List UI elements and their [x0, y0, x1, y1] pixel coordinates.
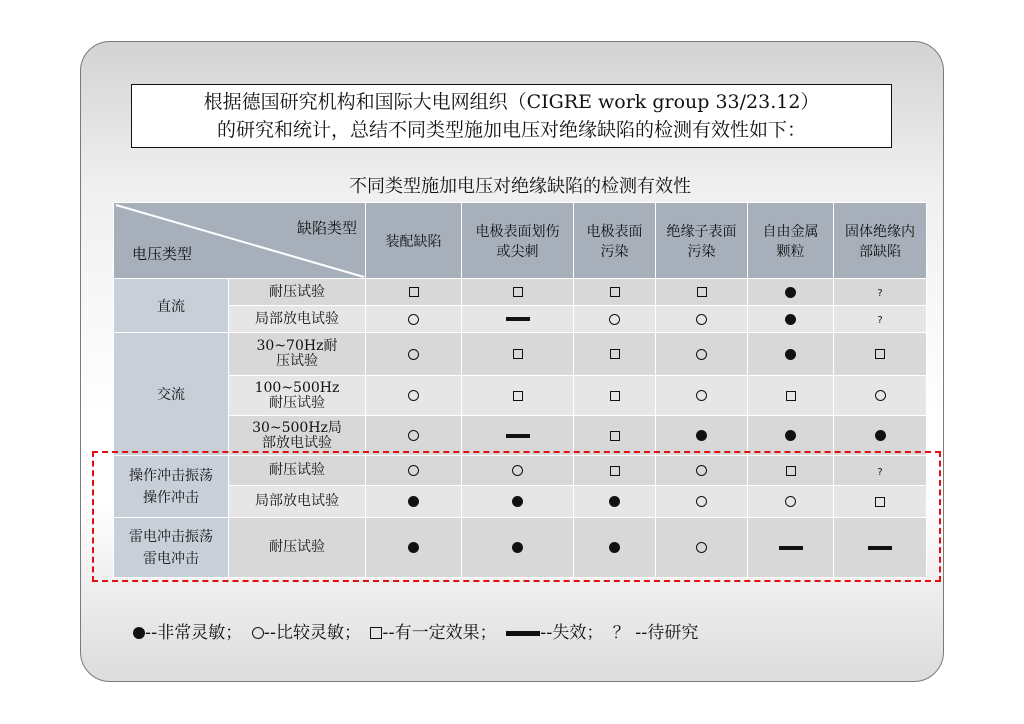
table-cell: [462, 333, 574, 376]
question-mark: ?: [877, 466, 883, 478]
table-cell: [574, 333, 656, 376]
table-cell: [834, 456, 927, 486]
table-cell: [574, 518, 656, 578]
legend-sensitive: --比较灵敏；: [263, 623, 361, 643]
table-cell: [748, 333, 834, 376]
table-cell: [366, 456, 462, 486]
test-label: 30~500Hz局部放电试验: [229, 416, 366, 456]
dash-icon: [506, 317, 530, 321]
square-icon: [697, 287, 707, 297]
table-cell: [366, 333, 462, 376]
dot-icon: [609, 496, 620, 507]
circle-icon: [609, 314, 620, 325]
legend-invalid: --失效；: [540, 623, 604, 643]
table-cell: [748, 279, 834, 306]
table-cell: [656, 456, 748, 486]
square-icon: [409, 287, 419, 297]
table-cell: [834, 376, 927, 416]
table-cell: [366, 376, 462, 416]
table-cell: [462, 518, 574, 578]
column-header: 固体绝缘内部缺陷: [834, 203, 927, 279]
dot-icon: [408, 542, 419, 553]
square-icon: [610, 431, 620, 441]
table-cell: [656, 306, 748, 333]
table-cell: [834, 306, 927, 333]
circle-icon: [696, 496, 707, 507]
circle-icon: [408, 390, 419, 401]
square-icon: [875, 497, 885, 507]
table-cell: [462, 456, 574, 486]
dot-icon: [609, 542, 620, 553]
dot-icon: [408, 496, 419, 507]
square-icon: [610, 349, 620, 359]
table-cell: [366, 518, 462, 578]
legend-to-study: ？ --待研究: [612, 623, 699, 643]
square-icon: [875, 349, 885, 359]
table-cell: [366, 416, 462, 456]
circle-icon: [696, 390, 707, 401]
question-mark: ?: [877, 288, 883, 299]
dot-icon: [785, 349, 796, 360]
test-label: 100~500Hz耐压试验: [229, 376, 366, 416]
dot-icon: [512, 496, 523, 507]
square-icon: [610, 287, 620, 297]
group-dc: 直流: [114, 279, 229, 333]
intro-line-1: 根据德国研究机构和国际大电网组织（CIGRE work group 33/23.12）: [203, 91, 820, 113]
table-cell: [748, 376, 834, 416]
intro-text-box: [131, 84, 892, 148]
effectiveness-table: [113, 202, 927, 578]
dot-icon: [512, 542, 523, 553]
circle-icon: [408, 465, 419, 476]
square-icon: [786, 391, 796, 401]
table-cell: [834, 518, 927, 578]
table-cell: [574, 306, 656, 333]
table-cell: [366, 279, 462, 306]
circle-icon: [696, 314, 707, 325]
table-cell: [748, 306, 834, 333]
table-cell: [834, 416, 927, 456]
square-icon: [513, 349, 523, 359]
table-cell: [656, 486, 748, 518]
table-cell: [656, 416, 748, 456]
dash-icon: [506, 434, 530, 438]
table-cell: [574, 279, 656, 306]
diagonal-line-icon: [114, 203, 366, 279]
table-cell: [748, 456, 834, 486]
test-label: 局部放电试验: [229, 306, 366, 333]
table-cell: [748, 486, 834, 518]
legend-some-effect: --有一定效果；: [382, 623, 497, 643]
dot-icon: [696, 430, 707, 441]
table-title: 不同类型施加电压对绝缘缺陷的检测有效性: [349, 176, 691, 197]
table-cell: [462, 416, 574, 456]
table-cell: [574, 376, 656, 416]
table-cell: [366, 306, 462, 333]
column-header: 电极表面划伤或尖刺: [462, 203, 574, 279]
dash-icon: [506, 631, 540, 636]
circle-icon: [785, 496, 796, 507]
table-cell: [462, 279, 574, 306]
table-cell: [656, 518, 748, 578]
filled-dot-icon: [133, 627, 145, 639]
square-icon: [786, 466, 796, 476]
circle-icon: [408, 314, 419, 325]
table-cell: [574, 456, 656, 486]
dot-icon: [785, 314, 796, 325]
square-icon: [610, 466, 620, 476]
column-header: 自由金属颗粒: [748, 203, 834, 279]
dot-icon: [785, 430, 796, 441]
corner-header: [114, 203, 366, 279]
square-icon: [370, 627, 382, 639]
circle-icon: [408, 349, 419, 360]
group-ac: 交流: [114, 333, 229, 456]
group-switching: 操作冲击振荡操作冲击: [114, 456, 229, 518]
dot-icon: [875, 430, 886, 441]
dash-icon: [779, 546, 803, 550]
test-label: 局部放电试验: [229, 486, 366, 518]
circle-icon: [252, 627, 264, 639]
test-label: 耐压试验: [229, 456, 366, 486]
table-cell: [834, 279, 927, 306]
table-cell: [574, 486, 656, 518]
table-cell: [656, 376, 748, 416]
column-header: 绝缘子表面污染: [656, 203, 748, 279]
test-label: 耐压试验: [229, 279, 366, 306]
column-header: 电极表面污染: [574, 203, 656, 279]
test-label: 30~70Hz耐压试验: [229, 333, 366, 376]
circle-icon: [696, 542, 707, 553]
table-cell: [574, 416, 656, 456]
circle-icon: [512, 465, 523, 476]
square-icon: [610, 391, 620, 401]
table-cell: [462, 486, 574, 518]
table-cell: [366, 486, 462, 518]
dot-icon: [785, 287, 796, 298]
square-icon: [513, 287, 523, 297]
table-cell: [462, 306, 574, 333]
legend-very-sensitive: --非常灵敏；: [145, 623, 243, 643]
circle-icon: [875, 390, 886, 401]
dash-icon: [868, 546, 892, 550]
test-label: 耐压试验: [229, 518, 366, 578]
table-cell: [748, 416, 834, 456]
table-cell: [656, 333, 748, 376]
corner-label-defect: 缺陷类型: [296, 219, 357, 237]
circle-icon: [696, 349, 707, 360]
table-cell: [834, 333, 927, 376]
intro-line-2: 的研究和统计，总结不同类型施加电压对绝缘缺陷的检测有效性如下：: [216, 119, 806, 141]
question-mark: ?: [877, 315, 883, 326]
column-header: 装配缺陷: [366, 203, 462, 279]
table-cell: [462, 376, 574, 416]
table-cell: [834, 486, 927, 518]
circle-icon: [408, 430, 419, 441]
corner-label-voltage: 电压类型: [132, 245, 193, 263]
group-lightning: 雷电冲击振荡雷电冲击: [114, 518, 229, 578]
legend: [133, 618, 702, 643]
table-cell: [656, 279, 748, 306]
table-cell: [748, 518, 834, 578]
circle-icon: [696, 465, 707, 476]
square-icon: [513, 391, 523, 401]
